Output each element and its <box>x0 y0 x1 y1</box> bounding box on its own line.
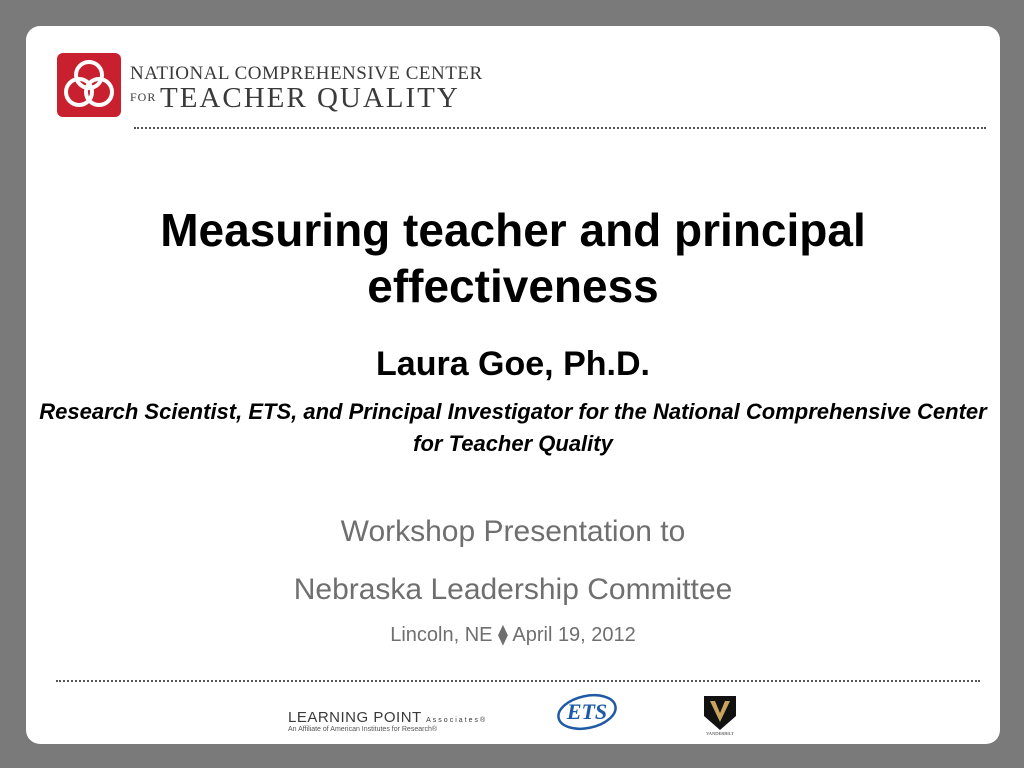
learning-point-tagline: An Affiliate of American Institutes for Research® <box>288 726 437 733</box>
learning-point-name: LEARNING POINT <box>288 709 422 726</box>
org-name-for: FOR <box>130 90 157 104</box>
event-description <box>26 503 1000 619</box>
event-dateline: Lincoln, NE ⧫ April 19, 2012 <box>390 624 636 646</box>
vanderbilt-logo-icon <box>700 692 740 736</box>
dotted-divider-bottom <box>56 680 980 682</box>
event-line2: Nebraska Leadership Committee <box>293 573 733 606</box>
presenter-affiliation: Research Scientist, ETS, and Principal Investigator for the National Comprehensive Center for Teacher Quality <box>39 399 987 456</box>
ets-logo-text: ETS <box>566 699 608 724</box>
org-name-line2 <box>130 84 460 113</box>
learning-point-associates: Associates® <box>426 717 488 724</box>
org-name-line1: NATIONAL COMPREHENSIVE CENTER <box>130 63 483 84</box>
org-name-quality: TEACHER QUALITY <box>160 82 460 114</box>
dotted-divider-top <box>134 127 986 129</box>
nccq-logo-icon <box>57 53 121 117</box>
learning-point-logo <box>288 709 487 727</box>
slide <box>26 26 1000 744</box>
vanderbilt-logo-text: VANDERBILT <box>706 731 734 736</box>
presenter-name: Laura Goe, Ph.D. <box>376 345 650 383</box>
slide-title: Measuring teacher and principal effectiveness <box>160 204 866 312</box>
event-line1: Workshop Presentation to <box>340 515 686 548</box>
ets-logo-icon <box>554 692 620 732</box>
